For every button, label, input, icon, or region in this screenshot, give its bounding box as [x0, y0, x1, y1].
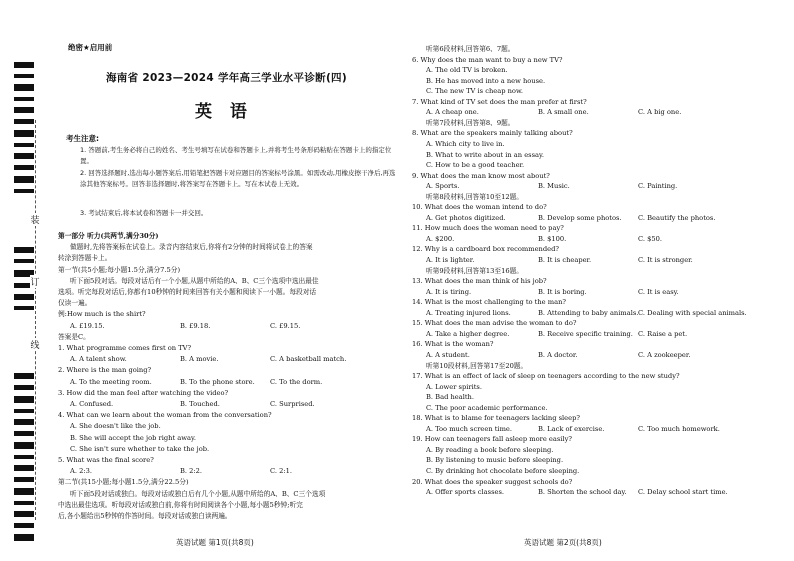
- margin-stripe: [14, 165, 34, 170]
- text-line: B. By listening to music before sleeping.: [426, 456, 564, 465]
- text-line: A. Which city to live in.: [426, 139, 505, 148]
- margin-stripe: [14, 143, 34, 147]
- text-line: A. By reading a book before sleeping.: [426, 445, 554, 454]
- text-line: C. The new TV is cheap now.: [426, 87, 523, 96]
- answer-option: A. Treating injured lions.: [426, 308, 511, 317]
- margin-label-zhuang: 装: [30, 213, 40, 226]
- notice-item-1: 1. 答题前,考生务必将自己的姓名、考生号填写在试卷和答题卡上,并将考生号条形码粘贴在答题卡上的指定位置。: [80, 146, 392, 165]
- answer-option: B. Touched.: [180, 400, 220, 408]
- text-line: 第二节(共15小题;每小题1.5分,满分22.5分): [58, 478, 189, 487]
- text-line: C. By drinking hot chocolate before sleeping.: [426, 467, 580, 475]
- answer-option: A. It is tiring.: [426, 287, 472, 296]
- answer-option: C. It is easy.: [638, 287, 679, 296]
- margin-stripe: [14, 385, 34, 390]
- answer-option: A. A cheap one.: [426, 108, 479, 117]
- margin-stripe: [14, 511, 34, 517]
- subject-title: 英 语: [195, 102, 253, 122]
- text-line: 后,各小题给出5秒钟的作答时间。每段对话或独白读两遍。: [58, 512, 232, 520]
- answer-option: A. A student.: [426, 350, 470, 359]
- text-line: 3. How did the man feel after watching the video?: [58, 388, 229, 397]
- answer-option: B. A small one.: [538, 108, 589, 117]
- answer-option: C. A basketball match.: [270, 355, 347, 364]
- answer-option: B. Develop some photos.: [538, 213, 622, 222]
- text-line: 中选出最佳选项。听每段对话或独白前,你将有时间阅读各个小题,每小题5秒钟;听完: [58, 500, 303, 509]
- margin-stripe: [14, 176, 34, 183]
- margin-stripe: [14, 396, 34, 403]
- text-line: A. Lower spirits.: [426, 382, 482, 391]
- text-line: A. The old TV is broken.: [426, 66, 508, 75]
- answer-option: B. Shorten the school day.: [538, 488, 627, 497]
- text-line: 转涂到答题卡上。: [58, 254, 112, 263]
- answer-option: B. Attending to baby animals.: [538, 308, 639, 317]
- text-line: 1. What programme comes first on TV?: [58, 344, 192, 352]
- text-line: 听第7段材料,回答第8、9题。: [426, 118, 515, 127]
- answer-option: C. Raise a pet.: [638, 329, 688, 338]
- text-line: 5. What was the final score?: [58, 456, 154, 464]
- margin-stripe: [14, 84, 34, 91]
- margin-stripe: [14, 455, 34, 459]
- text-line: C. How to be a good teacher.: [426, 161, 525, 170]
- page-footer-right: 英语试题 第2页(共8页): [524, 538, 602, 547]
- answer-option: B. Music.: [538, 182, 570, 191]
- text-line: 18. What is to blame for teenagers lacking sleep?: [412, 414, 580, 423]
- margin-stripe: [14, 62, 34, 68]
- page-footer-left: 英语试题 第1页(共8页): [176, 538, 254, 547]
- answer-option: A. To the meeting room.: [70, 377, 152, 386]
- margin-stripe: [14, 477, 34, 482]
- answer-option: C. A zookeeper.: [638, 350, 691, 359]
- notice-item-2: 2. 回答选择题时,选出每小题答案后,用铅笔把答题卡对应题目的答案标号涂黑。如需改动,用橡皮擦干净后,再选涂其他答案标号。回答非选择题时,将答案写在答题卡上。写在本试卷上无效。: [80, 169, 396, 188]
- margin-label-xian: 线: [30, 338, 40, 351]
- text-line: 第一部分 听力(共两节,满分30分): [58, 232, 159, 240]
- margin-stripe: [14, 130, 34, 137]
- text-line: 2. Where is the man going?: [58, 366, 152, 375]
- answer-option: A. It is lighter.: [426, 256, 475, 264]
- text-line: C. The poor academic performance.: [426, 403, 548, 412]
- margin-stripe: [14, 247, 34, 253]
- margin-stripe: [14, 153, 34, 159]
- answer-option: B. $100.: [538, 234, 567, 243]
- answer-option: C. Too much homework.: [638, 424, 720, 433]
- answer-option: B. 2:2.: [180, 467, 203, 476]
- answer-option: C. Surprised.: [270, 400, 315, 408]
- answer-option: B. It is cheaper.: [538, 256, 592, 264]
- answer-option: A. Too much screen time.: [426, 424, 512, 433]
- margin-stripe: [14, 488, 34, 495]
- text-line: 16. What is the woman?: [412, 340, 494, 349]
- text-line: 6. Why does the man want to buy a new TV?: [412, 55, 563, 64]
- margin-stripe: [14, 294, 34, 300]
- answer-option: A. $200.: [426, 234, 455, 243]
- text-line: 13. What does the man think of his job?: [412, 277, 547, 286]
- text-line: 7. What kind of TV set does the man prefer at first?: [412, 97, 587, 106]
- text-line: 10. What does the woman intend to do?: [412, 203, 547, 212]
- margin-stripe: [14, 465, 34, 471]
- answer-option: C. $50.: [638, 234, 663, 243]
- text-line: B. She will accept the job right away.: [70, 433, 196, 442]
- answer-option: B. It is boring.: [538, 287, 587, 296]
- margin-stripe: [14, 523, 34, 528]
- text-line: 第一节(共5小题;每小题1.5分,满分7.5分): [58, 265, 181, 274]
- answer-option: C. £9.15.: [270, 321, 301, 330]
- text-line: B. Bad health.: [426, 393, 474, 402]
- answer-option: A. Offer sports classes.: [426, 488, 505, 497]
- text-line: 听第9段材料,回答第13至16题。: [426, 266, 523, 275]
- secret-mark: 绝密★启用前: [68, 43, 113, 52]
- answer-option: C. Beautify the photos.: [638, 213, 716, 222]
- margin-stripe: [14, 74, 34, 78]
- margin-stripe: [14, 534, 34, 541]
- text-line: 19. How can teenagers fall asleep more easily?: [412, 435, 572, 444]
- margin-stripe: [14, 189, 34, 193]
- answer-option: C. Dealing with special animals.: [638, 308, 747, 317]
- answer-option: B. A doctor.: [538, 350, 578, 359]
- margin-stripe: [14, 373, 34, 379]
- answer-option: A. Get photos digitized.: [426, 213, 506, 222]
- text-line: 仅读一遍。: [58, 299, 92, 308]
- answer-option: C. Delay school start time.: [638, 488, 728, 497]
- margin-stripe: [14, 259, 34, 263]
- answer-option: A. Take a higher degree.: [426, 329, 510, 338]
- answer-option: A. 2:3.: [70, 467, 92, 476]
- text-line: 听下面5段对话或独白。每段对话或独白后有几个小题,从题中所给的A、B、C三个选项: [70, 489, 326, 498]
- text-line: 17. What is an effect of lack of sleep on teenagers according to the new study?: [412, 372, 680, 381]
- margin-stripe: [14, 119, 34, 124]
- text-line: 做题时,先将答案标在试卷上。录音内容结束后,你将有2分钟的时间将试卷上的答案: [70, 243, 313, 252]
- text-line: C. She isn't sure whether to take the job.: [70, 444, 210, 453]
- text-line: 听第6段材料,回答第6、7题。: [426, 45, 515, 53]
- margin-stripe: [14, 409, 34, 413]
- notice-item-3: 3. 考试结束后,将本试卷和答题卡一并交回。: [80, 209, 208, 217]
- text-line: 8. What are the speakers mainly talking about?: [412, 129, 573, 138]
- margin-stripe: [14, 419, 34, 425]
- exam-title: 海南省 2023—2024 学年高三学业水平诊断(四): [106, 72, 347, 84]
- binding-margin: [0, 0, 44, 561]
- notice-title: 考生注意:: [66, 134, 99, 143]
- text-line: 答案是C。: [58, 332, 90, 341]
- text-line: 例:How much is the shirt?: [58, 310, 146, 319]
- answer-option: C. To the dorm.: [270, 377, 323, 386]
- text-line: 14. What is the most challenging to the man?: [412, 298, 566, 307]
- answer-option: B. Receive specific training.: [538, 329, 633, 338]
- answer-option: B. To the phone store.: [180, 377, 255, 386]
- answer-option: B. £9.18.: [180, 321, 211, 330]
- margin-stripe: [14, 107, 34, 113]
- answer-option: C. A big one.: [638, 108, 682, 117]
- text-line: 20. What does the speaker suggest schools do?: [412, 477, 573, 486]
- text-line: 听第10段材料,回答第17至20题。: [426, 361, 528, 370]
- text-line: 4. What can we learn about the woman from the conversation?: [58, 411, 272, 420]
- text-line: 选项。听完每段对话后,你都有10秒钟的时间来回答有关小题和阅读下一小题。每段对话: [58, 288, 317, 296]
- margin-stripe: [14, 97, 34, 101]
- text-line: 15. What does the man advise the woman to do?: [412, 319, 577, 328]
- text-line: 9. What does the man know most about?: [412, 171, 550, 180]
- margin-stripe: [14, 306, 34, 310]
- answer-option: A. Confused.: [70, 400, 114, 408]
- answer-option: C. It is stronger.: [638, 256, 693, 264]
- text-line: A. She doesn't like the job.: [70, 422, 161, 431]
- binding-dash-line: [35, 120, 36, 520]
- text-line: B. What to write about in an essay.: [426, 150, 545, 159]
- margin-stripe: [14, 431, 34, 436]
- text-line: 12. Why is a cardboard box recommended?: [412, 245, 559, 254]
- text-line: B. He has moved into a new house.: [426, 76, 546, 85]
- margin-label-ding: 订: [30, 275, 40, 288]
- answer-option: B. A movie.: [180, 355, 219, 364]
- text-line: 听下面5段对话。每段对话后有一个小题,从题中所给的A、B、C三个选项中选出最佳: [70, 276, 319, 285]
- answer-option: A. A talent show.: [70, 355, 127, 364]
- margin-stripe: [14, 442, 34, 449]
- text-line: 11. How much does the woman need to pay?: [412, 224, 564, 233]
- margin-stripe: [14, 501, 34, 505]
- answer-option: C. Painting.: [638, 182, 678, 191]
- answer-option: A. £19.15.: [70, 321, 105, 330]
- answer-option: C. 2:1.: [270, 467, 293, 476]
- text-line: 听第8段材料,回答第10至12题。: [426, 192, 523, 201]
- answer-option: A. Sports.: [426, 182, 460, 191]
- answer-option: B. Lack of exercise.: [538, 424, 605, 433]
